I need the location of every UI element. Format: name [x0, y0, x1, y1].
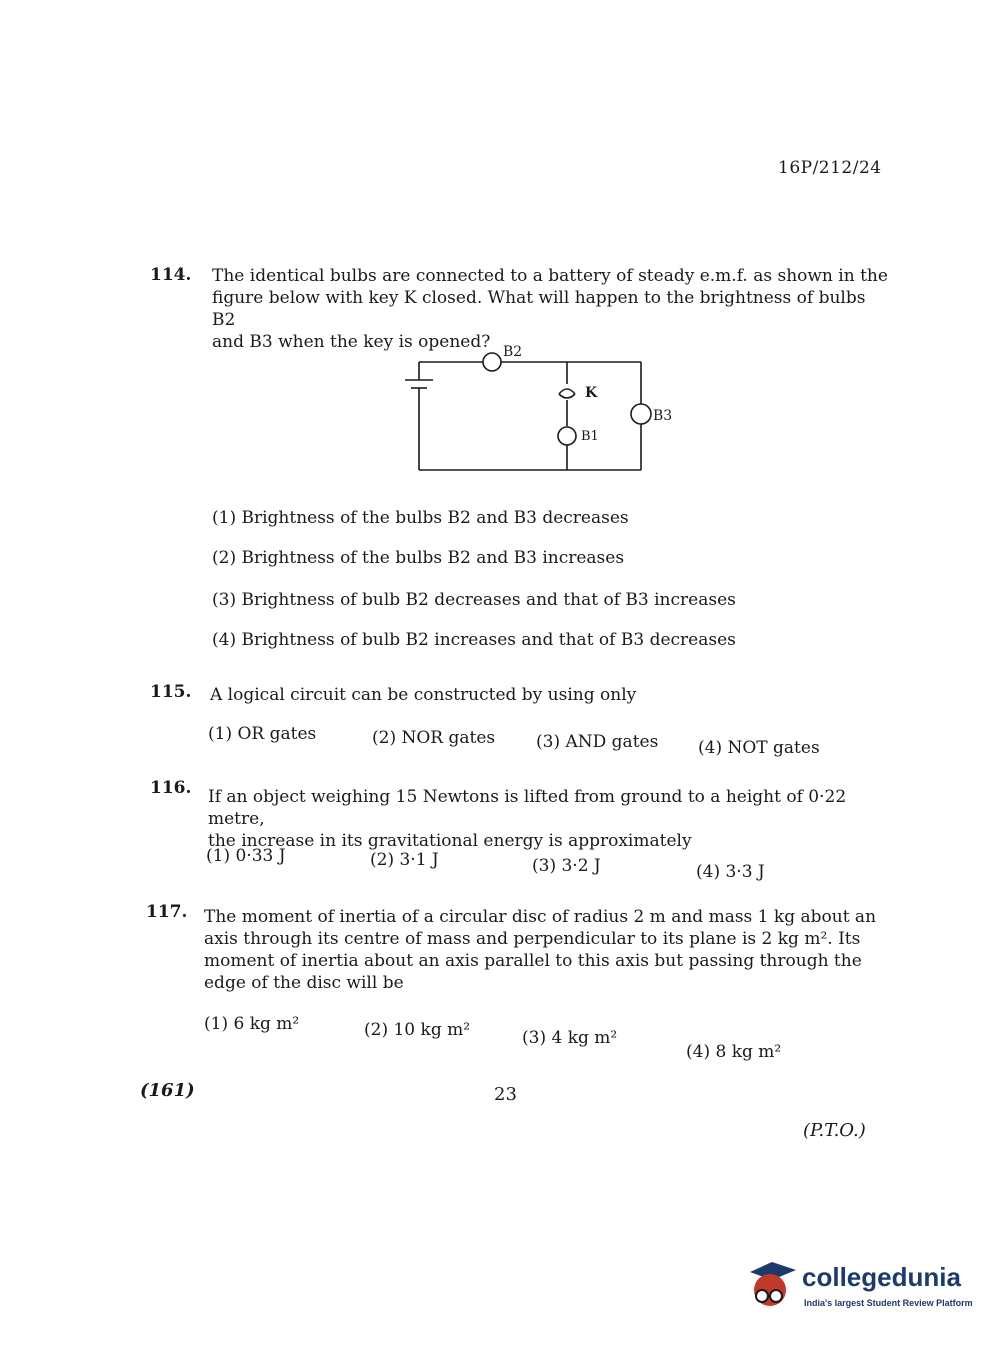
q117-line-2: axis through its centre of mass and perpendicular to its plane is 2 kg m². Its	[204, 929, 861, 949]
q115-option-2[interactable]: (2) NOR gates	[372, 728, 496, 748]
booklet-code: (161)	[140, 1080, 195, 1101]
question-text-116	[208, 786, 888, 852]
q117-option-3[interactable]: (3) 4 kg m²	[522, 1028, 618, 1048]
pto-label: (P.T.O.)	[803, 1120, 866, 1141]
question-number-117: 117.	[146, 902, 188, 922]
q116-option-4[interactable]: (4) 3·3 J	[696, 862, 765, 882]
q114-line-1: The identical bulbs are connected to a battery of steady e.m.f. as shown in the	[212, 266, 888, 286]
label-k: K	[585, 385, 598, 401]
circuit-diagram	[395, 338, 695, 483]
bulb-b2	[483, 353, 501, 371]
q114-line-3: and B3 when the key is opened?	[212, 332, 491, 352]
q114-option-2[interactable]: (2) Brightness of the bulbs B2 and B3 increases	[212, 548, 625, 568]
q117-line-1: The moment of inertia of a circular disc of radius 2 m and mass 1 kg about an	[204, 907, 877, 927]
paper-code: 16P/212/24	[778, 158, 882, 178]
question-text-117	[204, 906, 884, 994]
question-number-114: 114.	[150, 265, 192, 285]
q114-option-4[interactable]: (4) Brightness of bulb B2 increases and that of B3 decreases	[212, 630, 736, 650]
label-b2: B2	[503, 344, 523, 360]
q117-line-3: moment of inertia about an axis parallel to this axis but passing through the	[204, 951, 862, 971]
q114-option-3[interactable]: (3) Brightness of bulb B2 decreases and that of B3 increases	[212, 590, 736, 610]
q117-line-4: edge of the disc will be	[204, 973, 404, 993]
q116-option-2[interactable]: (2) 3·1 J	[370, 850, 439, 870]
question-number-116: 116.	[150, 778, 192, 798]
q116-line-1: If an object weighing 15 Newtons is lifted from ground to a height of 0·22 metre,	[208, 787, 847, 829]
logo-tagline: India's largest Student Review Platform	[804, 1298, 973, 1308]
logo-text: collegedunia	[802, 1262, 961, 1292]
bulb-b3	[631, 404, 651, 424]
q115-option-4[interactable]: (4) NOT gates	[698, 738, 820, 758]
q117-option-2[interactable]: (2) 10 kg m²	[364, 1020, 471, 1040]
key-k	[559, 389, 575, 394]
q116-option-1[interactable]: (1) 0·33 J	[206, 846, 286, 866]
label-b3: B3	[653, 408, 673, 424]
question-number-115: 115.	[150, 682, 192, 702]
q115-option-3[interactable]: (3) AND gates	[536, 732, 659, 752]
page-number: 23	[494, 1084, 517, 1105]
q114-line-2: figure below with key K closed. What will happen to the brightness of bulbs B2	[212, 288, 866, 330]
label-b1: B1	[581, 429, 599, 444]
q116-option-3[interactable]: (3) 3·2 J	[532, 856, 601, 876]
mascot-icon	[742, 1250, 802, 1314]
collegedunia-logo[interactable]	[742, 1250, 972, 1320]
q117-option-4[interactable]: (4) 8 kg m²	[686, 1042, 782, 1062]
bulb-b1	[558, 427, 576, 445]
question-text-115: A logical circuit can be constructed by using only	[210, 685, 637, 705]
q116-line-2: the increase in its gravitational energy is approximately	[208, 831, 692, 851]
q114-option-1[interactable]: (1) Brightness of the bulbs B2 and B3 decreases	[212, 508, 629, 528]
q115-option-1[interactable]: (1) OR gates	[208, 724, 317, 744]
q117-option-1[interactable]: (1) 6 kg m²	[204, 1014, 300, 1034]
